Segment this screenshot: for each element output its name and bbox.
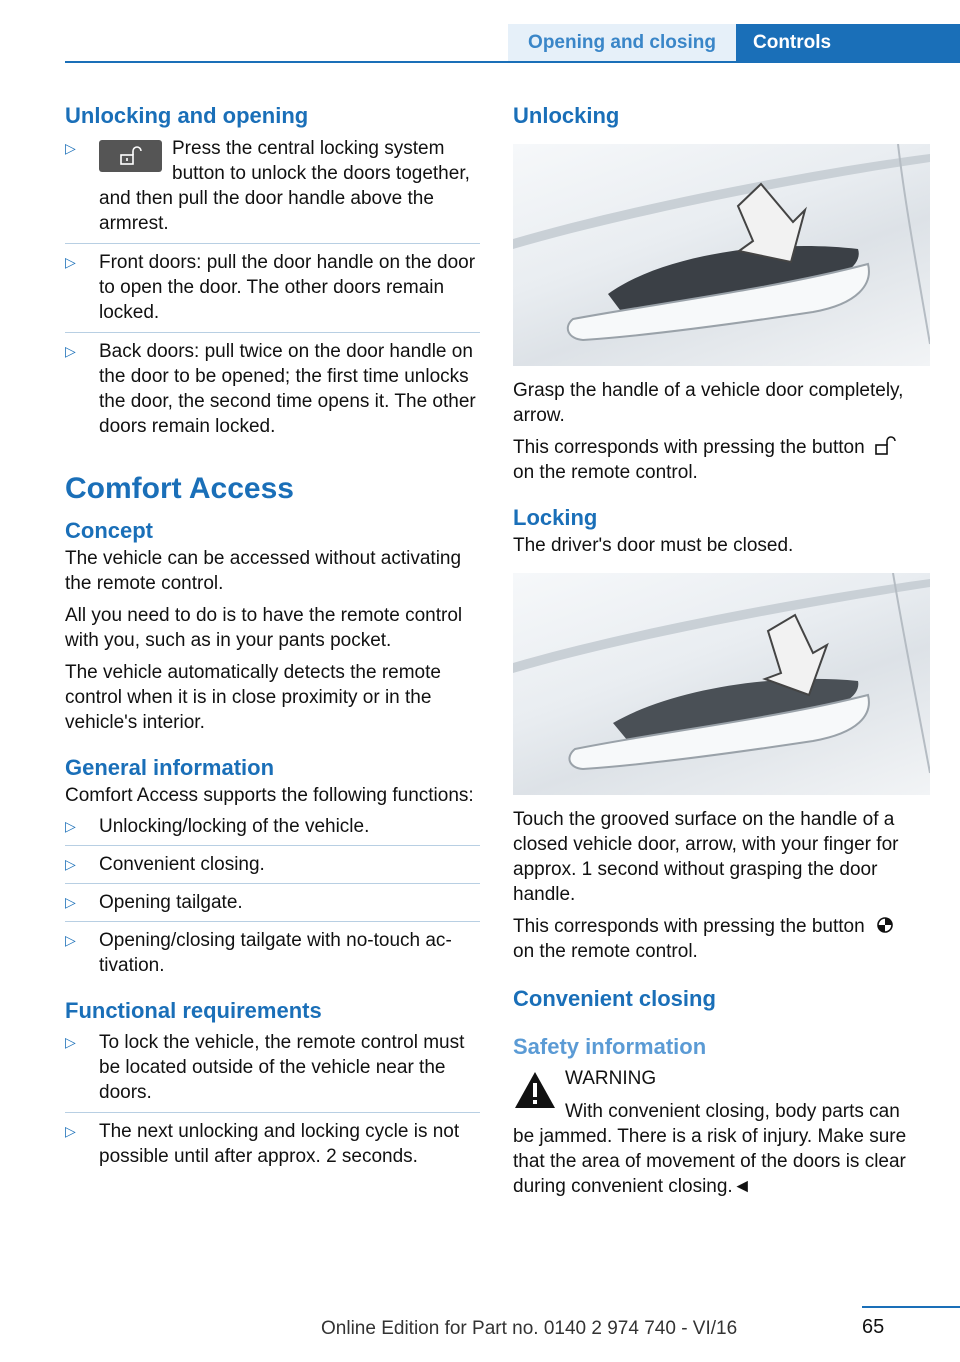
unlocking-heading: Unlocking bbox=[513, 103, 620, 128]
functional-list bbox=[65, 1030, 480, 1169]
header-section-tab: Opening and closing bbox=[508, 24, 736, 62]
bullet-triangle-icon: ▷ bbox=[65, 343, 76, 359]
bullet-triangle-icon: ▷ bbox=[65, 1034, 76, 1050]
list-item bbox=[65, 814, 480, 845]
warning-triangle-icon bbox=[513, 1070, 557, 1110]
unlocking-paragraph-1: Grasp the handle of a vehicle door completely, arrow. bbox=[513, 380, 904, 426]
unlocking-opening-heading: Unlocking and opening bbox=[65, 103, 309, 128]
bullet-triangle-icon: ▷ bbox=[65, 894, 76, 910]
page-number: 65 bbox=[862, 1316, 885, 1338]
left-column bbox=[65, 100, 480, 1169]
list-item bbox=[65, 845, 480, 883]
locking-paragraph-2-text: This corresponds with pressing the button bbox=[513, 916, 865, 937]
concept-paragraph-1: The vehicle can be accessed without activating the remote control. bbox=[65, 548, 462, 594]
list-item-text: Back doors: pull twice on the door handle on the door to be opened; the first time unlocks the door, the second time opens it. The other doors remain locked. bbox=[99, 341, 476, 437]
convenient-closing-heading: Convenient closing bbox=[513, 986, 716, 1011]
locking-heading: Locking bbox=[513, 505, 598, 530]
list-item-text: To lock the vehicle, the remote control must be located outside of the vehicle near the doors. bbox=[99, 1032, 465, 1103]
comfort-access-title: Comfort Access bbox=[65, 472, 294, 505]
header-rule bbox=[65, 61, 960, 63]
locking-paragraph-0: The driver's door must be closed. bbox=[513, 535, 794, 556]
list-item bbox=[65, 1030, 480, 1112]
footer-rule bbox=[862, 1306, 960, 1308]
bullet-triangle-icon: ▷ bbox=[65, 932, 76, 948]
concept-heading: Concept bbox=[65, 518, 153, 543]
list-item-text: Opening/closing tailgate with no-touch activation. bbox=[99, 930, 452, 976]
bullet-triangle-icon: ▷ bbox=[65, 818, 76, 834]
warning-text-2: be jammed. There is a risk of injury. Make sure that the area of movement of the doors is clear during convenient closing.◄ bbox=[513, 1126, 907, 1197]
functional-requirements-heading: Functional requirements bbox=[65, 998, 322, 1023]
right-column bbox=[513, 100, 930, 1199]
list-item-text: Convenient closing. bbox=[99, 854, 265, 875]
list-item bbox=[65, 243, 480, 332]
general-paragraph: Comfort Access supports the following functions: bbox=[65, 785, 474, 806]
unlock-list bbox=[65, 136, 480, 439]
list-item bbox=[65, 883, 480, 921]
lock-symbol-icon bbox=[870, 914, 900, 936]
list-item-text: Opening tailgate. bbox=[99, 892, 243, 913]
bullet-triangle-icon: ▷ bbox=[65, 856, 76, 872]
list-item bbox=[65, 332, 480, 439]
general-list bbox=[65, 814, 480, 978]
list-item-text: The next unlocking and locking cycle is not possible until after approx. 2 seconds. bbox=[99, 1121, 460, 1167]
safety-information-heading: Safety information bbox=[513, 1034, 707, 1059]
bullet-triangle-icon: ▷ bbox=[65, 1123, 76, 1139]
locking-paragraph-2 bbox=[513, 914, 930, 964]
warning-block bbox=[513, 1066, 930, 1199]
general-information-heading: General information bbox=[65, 755, 275, 780]
unlock-button-icon bbox=[99, 140, 162, 172]
unlock-symbol-icon bbox=[870, 435, 900, 457]
unlocking-paragraph-2 bbox=[513, 435, 930, 485]
warning-text-1: With convenient closing, body parts can bbox=[565, 1101, 900, 1122]
list-item bbox=[65, 921, 480, 978]
door-handle-lock-image bbox=[513, 573, 930, 795]
bullet-triangle-icon: ▷ bbox=[65, 140, 76, 156]
warning-label: WARNING bbox=[565, 1068, 657, 1089]
list-item-text: Press the central locking system button to unlock the doors together, and then pull the door handle above the armrest. bbox=[99, 138, 470, 234]
unlocking-paragraph-2b-text: on the remote control. bbox=[513, 462, 698, 483]
list-item-text: Front doors: pull the door handle on the door to open the door. The other doors remain locked. bbox=[99, 252, 476, 323]
list-item bbox=[65, 136, 480, 243]
door-handle-unlock-image bbox=[513, 144, 930, 366]
footer-edition: Online Edition for Part no. 0140 2 974 740 - VI/16 bbox=[321, 1318, 738, 1339]
list-item bbox=[65, 1112, 480, 1169]
concept-paragraph-3: The vehicle automatically detects the remote control when it is in close proximity or in the vehicle's interior. bbox=[65, 662, 441, 733]
list-item-text: Unlocking/locking of the vehicle. bbox=[99, 816, 370, 837]
locking-paragraph-2b-text: on the remote control. bbox=[513, 941, 698, 962]
locking-paragraph-1: Touch the grooved surface on the handle of a closed vehicle door, arrow, with your finger for approx. 1 second without grasping the door handle. bbox=[513, 809, 899, 905]
bullet-triangle-icon: ▷ bbox=[65, 254, 76, 270]
unlocking-paragraph-2-text: This corresponds with pressing the button bbox=[513, 437, 865, 458]
concept-paragraph-2: All you need to do is to have the remote control with you, such as in your pants pocket. bbox=[65, 605, 463, 651]
header-chapter-tab: Controls bbox=[736, 24, 960, 62]
